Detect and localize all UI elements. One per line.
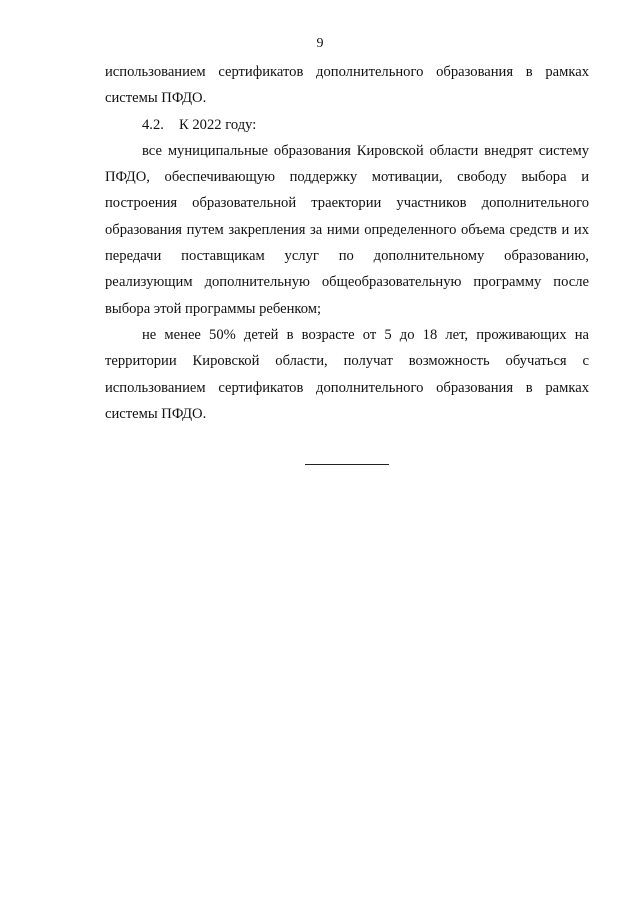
- page-number: 9: [316, 36, 324, 51]
- paragraph-children-coverage: не менее 50% детей в возрасте от 5 до 18 лет, проживающих на территории Кировской области, получат возможность обучаться с использованием сертификатов дополнительного образования в рамках системы ПФДО.: [105, 326, 589, 422]
- clause-heading: [105, 112, 589, 138]
- clause-number: 4.2.: [142, 116, 164, 133]
- continuation-paragraph: использованием сертификатов дополнительного образования в рамках системы ПФДО.: [105, 64, 589, 107]
- paragraph-municipalities: все муниципальные образования Кировской области внедрят систему ПФДО, обеспечивающую поддержку мотивации, свободу выбора и построения образовательной траектории участников дополнительного образования путем закрепления за ними определенного объема средств и их передачи поставщикам услуг по дополнительному образованию, реализующим дополнительную общеобразовательную программу после выбора этой программы ребенком;: [105, 142, 589, 317]
- clause-text: К 2022 году:: [179, 116, 257, 133]
- document-body: [105, 59, 589, 427]
- end-of-text-rule: [305, 464, 389, 465]
